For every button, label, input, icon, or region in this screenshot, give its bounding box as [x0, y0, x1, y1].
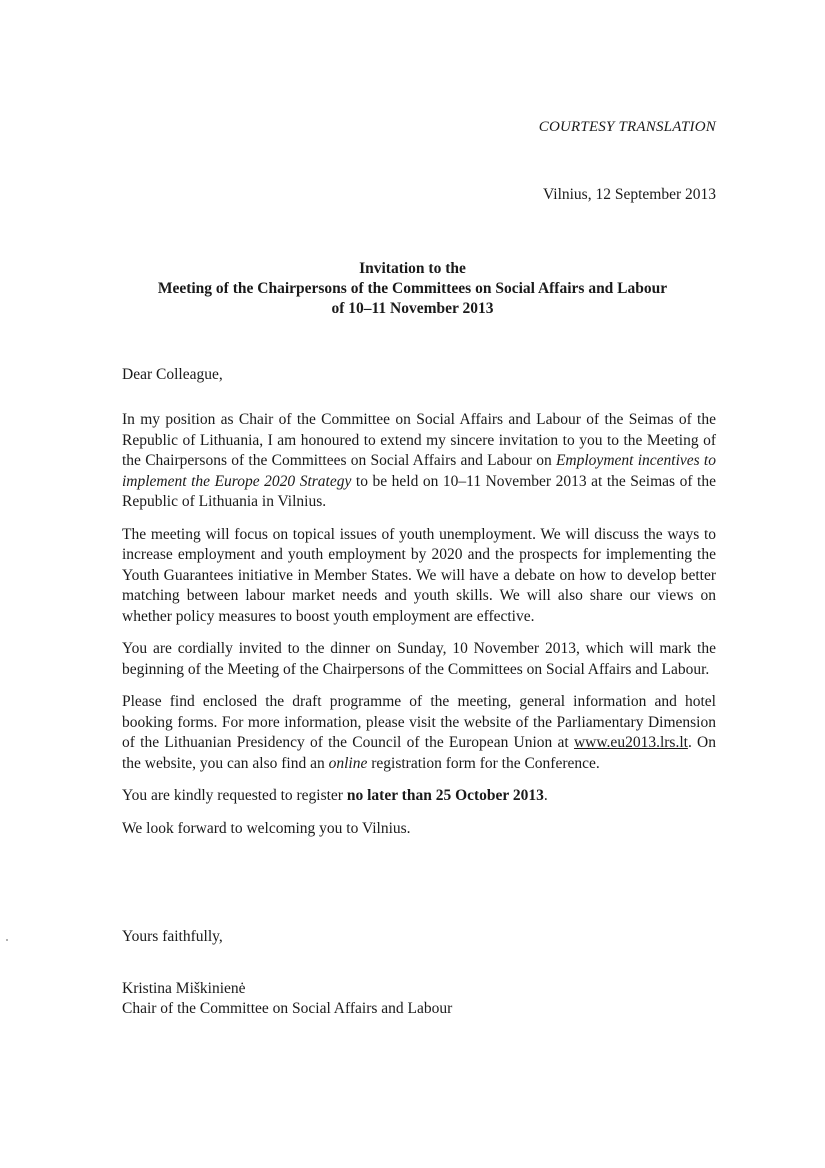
paragraph-invitation-text: In my position as Chair of the Committee on Social Affairs and Labour of the Seimas of the Republic of Lithuania, I am honoured to extend my sincere invitation to you to the Meeting of the Chairpersons of the Committees on Social Affairs and Labour on	[122, 411, 716, 469]
paragraph-invitation-text-end: to be held on 10–11 November 2013 at the Seimas of the Republic of Lithuania in Vilnius.	[122, 472, 716, 510]
website-link[interactable]: www.eu2013.lrs.lt	[573, 734, 688, 751]
letter-body	[122, 410, 716, 851]
courtesy-translation-label: COURTESY TRANSLATION	[538, 119, 716, 135]
registration-deadline: no later than 25 October 2013	[346, 787, 544, 804]
registration-text-end: .	[543, 787, 548, 804]
title-line-1: Invitation to the	[359, 260, 466, 277]
paragraph-enclosures-text-end: registration form for the Conference.	[367, 754, 600, 772]
online-emphasis: online	[328, 754, 368, 772]
paragraph-invitation	[122, 410, 716, 513]
signatory-name: Kristina Miškinienė	[122, 980, 246, 997]
signatory-position: Chair of the Committee on Social Affairs and Labour	[122, 1000, 453, 1017]
paragraph-dinner: You are cordially invited to the dinner on Sunday, 10 November 2013, which will mark the beginning of the Meeting of the Chairpersons of the Committees on Social Affairs and Labour.	[122, 640, 716, 678]
paragraph-closing-remark: We look forward to welcoming you to Vilnius.	[122, 819, 411, 837]
scan-speck	[6, 939, 8, 941]
closing-phrase: Yours faithfully,	[122, 928, 223, 945]
title-line-2: Meeting of the Chairpersons of the Committees on Social Affairs and Labour	[157, 280, 668, 297]
title-line-3: of 10–11 November 2013	[331, 300, 494, 317]
meeting-topic: Employment incentives to implement the Europe 2020 Strategy	[122, 452, 716, 490]
letter-date: Vilnius, 12 September 2013	[543, 186, 716, 203]
paragraph-meeting-focus: The meeting will focus on topical issues of youth unemployment. We will discuss the ways to increase employment and youth employment by 2020 and the prospects for implementing the Youth Guarantees initiative in Member States. We will have a debate on how to develop better matching between labour market needs and youth skills. We will also share our views on whether policy measures to boost youth employment are effective.	[122, 525, 716, 625]
paragraph-registration-deadline	[122, 786, 716, 807]
salutation: Dear Colleague,	[122, 366, 223, 383]
letter-title	[0, 259, 825, 319]
paragraph-enclosures-text: Please find enclosed the draft programme of the meeting, general information and hotel booking forms. For more information, please visit the website of the Parliamentary Dimension of the Lithuanian Presidency of the Council of the European Union at	[122, 693, 716, 751]
signature-block	[122, 979, 452, 1019]
registration-text: You are kindly requested to register	[122, 787, 347, 804]
paragraph-enclosures-text-mid: . On the website, you can also find an	[122, 734, 716, 772]
paragraph-enclosures	[122, 692, 716, 774]
